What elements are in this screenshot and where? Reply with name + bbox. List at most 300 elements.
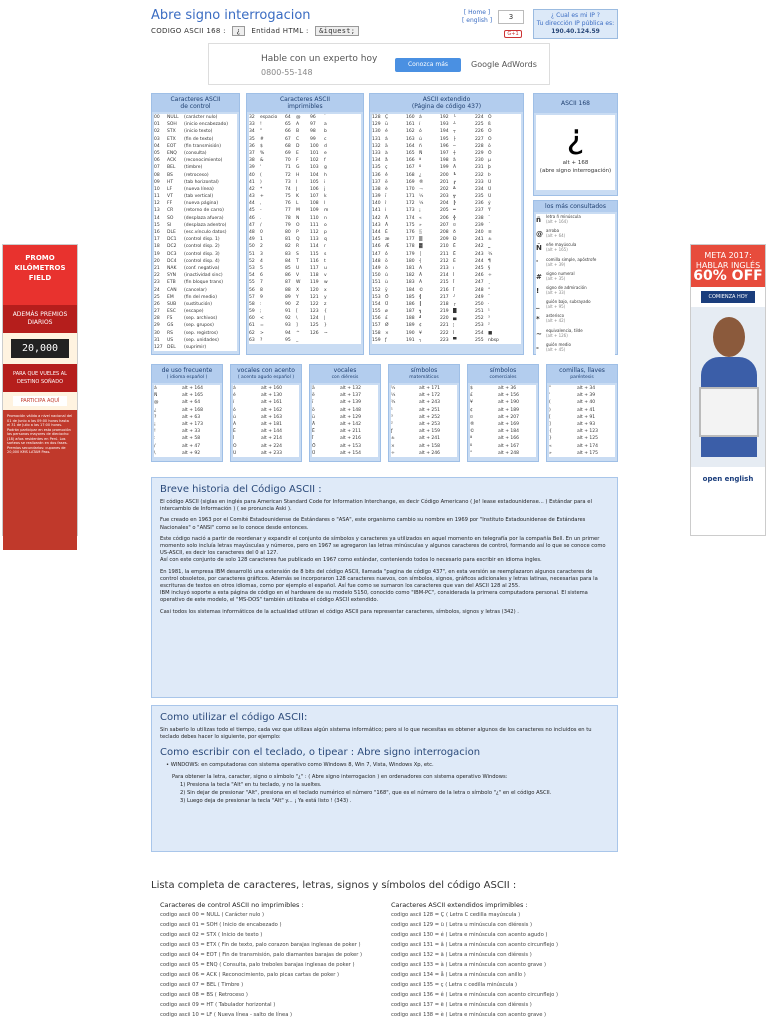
extended-row-cell: Ò: [488, 136, 492, 142]
extended-row-cell: ¢: [419, 323, 422, 329]
printable-row-cell: -: [260, 208, 262, 214]
printable-row-cell: ": [260, 129, 263, 135]
popular-label: arroba: [546, 228, 560, 234]
printable-row-cell: 115: [310, 251, 319, 257]
list-item[interactable]: codigo ascii 05 = ENQ ( Consulta, palo treboles barajas inglesas de poker ): [160, 962, 355, 968]
left-ad[interactable]: [2, 244, 78, 536]
control-row-cell: 14: [154, 215, 160, 221]
control-row: [154, 236, 237, 243]
ad-line1: Hable con un experto hoy: [261, 54, 378, 64]
small-panel-list: [154, 385, 220, 457]
small-panel-row-cell: ÷: [391, 450, 395, 456]
printable-row-cell: 101: [310, 150, 319, 156]
printable-row: [249, 121, 361, 128]
printable-row-cell: 107: [310, 194, 319, 200]
extended-row-cell: 138: [372, 186, 381, 192]
printable-row-cell: *: [260, 186, 263, 192]
extended-row-cell: ä: [385, 143, 388, 149]
usage-section: [151, 705, 618, 852]
right-ad-button[interactable]: COMIENZA HOY: [701, 291, 755, 303]
printable-row-cell: 50: [249, 244, 255, 250]
extended-row: [372, 179, 521, 186]
extended-row: [372, 200, 521, 207]
control-row: [154, 128, 237, 135]
small-panel-row-cell: º: [470, 443, 473, 449]
control-row-cell: DC4: [167, 258, 177, 264]
popular-item[interactable]: [536, 285, 615, 299]
extended-row: [372, 287, 521, 294]
popular-label: signo numeral: [546, 270, 575, 276]
extended-row-cell: ¤: [453, 222, 456, 228]
extended-row-cell: ┘: [453, 294, 456, 300]
control-row-cell: NULL: [167, 115, 179, 120]
small-panel-row-cell: alt + 241: [419, 436, 440, 442]
printable-row-cell: $: [260, 143, 263, 149]
control-row: [154, 272, 237, 279]
list-item[interactable]: codigo ascii 136 = ê ( Letra e minúscula con acento circunflejo ): [391, 992, 559, 998]
tablet-icon: [699, 387, 759, 437]
control-row-cell: 13: [154, 208, 160, 214]
extended-row: [372, 128, 521, 135]
small-panel-row-cell: Ñ: [154, 393, 158, 399]
small-panel-row-cell: alt + 129: [340, 414, 361, 420]
extended-row-cell: █: [453, 309, 457, 315]
printable-row-cell: `: [324, 115, 327, 120]
extended-row-cell: 253: [475, 323, 484, 329]
left-ad-top: PROMO KILÓMETROS FIELD: [3, 245, 77, 305]
printable-row-cell: Y: [296, 294, 299, 300]
extended-row-cell: ─: [453, 143, 456, 149]
extended-row-cell: ≡: [488, 230, 492, 235]
printable-row: [249, 308, 361, 315]
popular-item[interactable]: [536, 299, 615, 313]
control-row-cell: FF: [167, 201, 173, 207]
printable-row-cell: 125: [310, 323, 319, 329]
popular-glyph: ñ: [536, 216, 541, 224]
extended-row-cell: 216: [440, 287, 449, 293]
printable-chars-table: [249, 114, 361, 344]
list-item[interactable]: codigo ascii 01 = SOH ( Inicio de encabezado ): [160, 922, 282, 928]
printable-row-cell: 62: [249, 330, 255, 336]
small-panel-row-cell: !: [154, 429, 156, 435]
printable-row-cell: c: [324, 136, 327, 142]
extended-row-cell: 223: [440, 337, 449, 343]
extended-row: [372, 301, 521, 308]
ip-box[interactable]: [533, 9, 618, 39]
extended-row-cell: 251: [475, 309, 484, 315]
extended-row-cell: 215: [440, 280, 449, 286]
small-panel-row-cell: :: [154, 436, 156, 442]
printable-row-cell: #: [260, 136, 264, 142]
control-row-cell: (retroceso): [184, 172, 209, 178]
control-row-cell: 20: [154, 258, 160, 264]
extended-row-cell: ã: [453, 158, 456, 164]
extended-row-cell: ©: [419, 287, 424, 293]
list-item[interactable]: codigo ascii 133 = à ( Letra a minúscula con acento grave ): [391, 962, 547, 968]
control-row-cell: (nueva línea): [184, 186, 214, 192]
extended-row: [372, 222, 521, 229]
control-row: [154, 157, 237, 164]
small-panel-row-cell: alt + 139: [340, 400, 361, 406]
control-row-cell: ETB: [167, 280, 176, 286]
extended-row-cell: ®: [419, 179, 424, 185]
extended-row-cell: ╩: [453, 186, 456, 192]
extended-row-cell: 164: [406, 143, 415, 149]
list-item[interactable]: codigo ascii 07 = BEL ( Timbre ): [160, 982, 244, 988]
control-row-cell: 27: [154, 309, 160, 315]
small-panel-row-cell: ©: [470, 429, 475, 435]
list-item[interactable]: codigo ascii 135 = ç ( Letra c cedilla minúscula ): [391, 982, 518, 988]
small-panel-row-cell: í: [233, 400, 235, 406]
extended-row-cell: 234: [475, 186, 484, 192]
control-row-cell: (reconocimiento): [184, 158, 223, 164]
printable-row-cell: 77: [285, 208, 291, 214]
printable-row-cell: 74: [285, 186, 291, 192]
extended-panel-title: [370, 94, 523, 112]
popular-item[interactable]: [536, 342, 615, 356]
printable-row: [249, 200, 361, 207]
printable-row-cell: 49: [249, 237, 255, 243]
right-ad-line1: META 2017:: [704, 251, 752, 260]
right-ad-logo: open english: [702, 475, 754, 483]
list-item[interactable]: codigo ascii 03 = ETX ( Fin de texto, palo corazon barajas inglesas de poker ): [160, 942, 361, 948]
printable-row-cell: 5: [260, 265, 263, 271]
printable-row-cell: W: [296, 280, 301, 286]
popular-item[interactable]: [536, 214, 615, 228]
extended-row-cell: 226: [475, 129, 484, 135]
popular-item[interactable]: [536, 228, 615, 242]
extended-row-cell: 217: [440, 294, 449, 300]
extended-row: [372, 251, 521, 258]
control-row: [154, 294, 237, 301]
popular-text: [546, 313, 565, 327]
printable-row: [249, 265, 361, 272]
list-item[interactable]: codigo ascii 00 = NULL ( Carácter nulo ): [160, 912, 265, 918]
small-panel-row-cell: alt + 142: [340, 421, 361, 427]
printable-row-cell: 100: [310, 143, 319, 149]
ip-value: 190.40.124.59: [551, 28, 600, 35]
small-panel-row: [391, 407, 457, 414]
small-panel-title-2: comerciales: [489, 375, 517, 380]
right-ad[interactable]: [690, 244, 766, 536]
list-item[interactable]: codigo ascii 132 = ä ( Letra a minúscula con diéresis ): [391, 952, 532, 958]
extended-row: [372, 308, 521, 315]
small-panel-title-2: matemáticos: [409, 375, 439, 380]
control-row-cell: (control disp. 1): [184, 237, 220, 243]
extended-row-cell: µ: [488, 158, 491, 164]
printable-row-cell: R: [296, 244, 300, 250]
small-panel: [151, 364, 223, 462]
printable-row-cell: a: [324, 122, 327, 128]
list-item[interactable]: codigo ascii 130 = é ( Letra e minúscula con acento agudo ): [391, 932, 548, 938]
control-row-cell: 24: [154, 287, 160, 293]
small-panel-row-cell: ü: [312, 414, 315, 420]
control-row-cell: VT: [167, 194, 173, 200]
list-item[interactable]: codigo ascii 138 = è ( Letra e minúscula con acento grave ): [391, 1012, 547, 1018]
extended-row-cell: ½: [419, 194, 424, 200]
small-panel-row: [154, 407, 220, 414]
printable-row-cell: 89: [285, 294, 291, 300]
control-row: [154, 193, 237, 200]
small-panel-row-cell: alt + 175: [577, 450, 598, 456]
small-panel-row: [470, 450, 536, 457]
popular-text: [546, 228, 565, 242]
small-panel-row: [233, 407, 299, 414]
printable-row: [249, 229, 361, 236]
control-row-cell: 06: [154, 158, 160, 164]
extended-row-cell: ·: [488, 301, 490, 307]
extended-row-cell: Ú: [488, 179, 492, 185]
printable-row-cell: v: [324, 273, 327, 279]
printable-row: [249, 193, 361, 200]
popular-label: letra ñ minúscula: [546, 214, 581, 219]
small-panel-title-2: paréntesis: [570, 375, 594, 380]
small-panel-row-cell: (: [549, 400, 551, 406]
small-panel-row: [154, 392, 220, 399]
control-row-cell: EOT: [167, 143, 177, 149]
popular-code: (alt + 164): [546, 219, 568, 224]
small-panel-row: [154, 450, 220, 457]
control-row-cell: 10: [154, 186, 160, 192]
extended-row-cell: 172: [406, 201, 415, 207]
printable-row-cell: ?: [260, 337, 263, 343]
small-panel-title-2: ( idioma español ): [166, 375, 208, 380]
printable-row-cell: 126: [310, 330, 319, 336]
small-panel-row-cell: alt + 207: [498, 414, 519, 420]
printable-row-cell: T: [296, 258, 299, 264]
small-panel-row-cell: ó: [233, 407, 236, 413]
extended-row-cell: Ë: [453, 251, 456, 257]
small-panel-row: [312, 399, 378, 406]
top-ad-banner[interactable]: [208, 43, 550, 85]
printable-row-cell: ,: [260, 201, 262, 207]
control-row-cell: 01: [154, 122, 160, 128]
list-item[interactable]: codigo ascii 04 = EOT ( Fin de transmisión, palo diamantes barajas de poker ): [160, 952, 363, 958]
left-ad-button[interactable]: PARTICIPA AQUÍ: [13, 396, 67, 406]
extended-row-cell: 222: [440, 330, 449, 336]
small-panel-row-cell: ¾: [391, 400, 396, 406]
list-item[interactable]: codigo ascii 128 = Ç ( Letra C cedilla mayúscula ): [391, 912, 521, 918]
small-panel-row-cell: é: [233, 393, 236, 399]
popular-glyph: #: [536, 272, 542, 281]
printable-row-cell: 105: [310, 179, 319, 185]
extended-row-cell: ¦: [453, 323, 455, 329]
extended-row-cell: Ñ: [419, 150, 423, 156]
small-panel-row-cell: alt + 58: [182, 436, 201, 442]
extended-row: [372, 136, 521, 143]
popular-item[interactable]: [536, 242, 615, 256]
small-panel-row: [154, 435, 220, 442]
extended-row-cell: 228: [475, 143, 484, 149]
extended-row-cell: 244: [475, 258, 484, 264]
extended-row-cell: 178: [406, 244, 415, 250]
printable-row-cell: ;: [260, 309, 262, 315]
control-row-cell: (desplaza afuera): [184, 215, 224, 221]
control-row-cell: (timbre): [184, 165, 203, 171]
control-row: [154, 337, 237, 344]
popular-title: los más consultados: [534, 201, 617, 212]
control-row-cell: 25: [154, 294, 160, 300]
extended-row-cell: 208: [440, 230, 449, 235]
extended-row-cell: 186: [406, 301, 415, 307]
extended-row: [372, 236, 521, 243]
extended-row-cell: 149: [372, 265, 381, 271]
small-panel-row-cell: alt + 248: [498, 450, 519, 456]
small-panel-row: [233, 450, 299, 457]
list-item[interactable]: codigo ascii 06 = ACK ( Reconocimiento, palo picas cartas de poker ): [160, 972, 340, 978]
ip-title[interactable]: ¿ Cual es mi IP ?: [551, 12, 600, 19]
history-paragraph: Así con este conjunto de solo 128 caracteres fue publicado en 1967 como estándar, conteniendo todos lo necesario para escribir en idioma ingles.: [160, 557, 542, 564]
printable-row-cell: b: [324, 129, 327, 135]
printable-row-cell: 109: [310, 208, 319, 214]
printable-row-cell: [310, 337, 324, 344]
popular-item[interactable]: [536, 313, 615, 327]
extended-row-cell: 161: [406, 122, 415, 128]
extended-row-cell: Ý: [488, 208, 491, 214]
extended-row-cell: þ: [488, 165, 491, 171]
extended-row-cell: ±: [488, 237, 492, 243]
control-row: [154, 200, 237, 207]
control-row-cell: GS: [167, 323, 174, 329]
small-panel-row: [312, 450, 378, 457]
control-row: [154, 143, 237, 150]
printable-row: [249, 315, 361, 322]
printable-row-cell: 60: [249, 316, 255, 322]
extended-row-cell: 205: [440, 208, 449, 214]
small-panel-row-cell: Ó: [233, 443, 237, 449]
printable-row-cell: !: [260, 122, 262, 128]
small-panel-title-1: vocales con acento: [237, 367, 295, 374]
extended-row-cell: 255: [475, 337, 484, 343]
codigo-value: ¿: [232, 26, 245, 36]
extended-row-cell: 197: [440, 150, 449, 156]
control-row-cell: HT: [167, 179, 174, 185]
gplus-button[interactable]: G+1: [504, 30, 522, 38]
small-panel-row-cell: /: [154, 443, 156, 449]
extended-row-cell: └: [453, 115, 456, 120]
extended-row-cell: 170: [406, 186, 415, 192]
small-panel-title-2: ( acento agudo español ): [237, 375, 295, 380]
popular-text: [546, 242, 576, 256]
extended-row-cell: ì: [385, 208, 387, 214]
extended-row-cell: 179: [406, 251, 415, 257]
printable-row-cell: K: [296, 194, 299, 200]
control-row-cell: 31: [154, 337, 160, 343]
left-ad-cta: PARA QUE VUELES AL DESTINO SOÑADO: [3, 364, 77, 392]
list-right-items: [391, 910, 619, 1020]
list-item[interactable]: codigo ascii 129 = ü ( Letra u minúscula con diéresis ): [391, 922, 533, 928]
popular-list: [536, 214, 615, 356]
list-item[interactable]: codigo ascii 134 = å ( Letra a minúscula con anillo ): [391, 972, 526, 978]
small-panel-row-cell: Í: [233, 436, 235, 442]
extended-row-cell: É: [385, 230, 388, 235]
extended-row-cell: Þ: [488, 172, 491, 178]
printable-row-cell: <: [260, 316, 264, 322]
popular-text: [546, 342, 571, 356]
control-row-cell: DEL: [167, 345, 176, 350]
extended-row-cell: │: [419, 251, 422, 257]
extended-row-cell: 202: [440, 186, 449, 192]
control-row-cell: 11: [154, 194, 160, 200]
extended-row-cell: ▄: [453, 316, 457, 322]
small-panel-row-cell: alt + 153: [340, 443, 361, 449]
printable-row-cell: L: [296, 201, 299, 207]
extended-row-cell: Í: [453, 273, 455, 279]
printable-row: [249, 243, 361, 250]
control-row-cell: SI: [167, 222, 172, 228]
printable-row-cell: 90: [285, 301, 291, 307]
popular-item[interactable]: [536, 257, 615, 271]
extended-row-cell: à: [385, 150, 388, 156]
list-item[interactable]: codigo ascii 131 = â ( Letra a minúscula con acento circunflejo ): [391, 942, 558, 948]
ad-button[interactable]: Conozca más: [395, 58, 461, 72]
extended-row-cell: 148: [372, 258, 381, 264]
control-row: [154, 258, 237, 265]
small-panel-row-cell: ®: [470, 421, 475, 427]
small-panel-list: [233, 385, 299, 457]
extended-row-cell: ß: [488, 122, 491, 128]
page-title: Abre signo interrogacion: [151, 8, 311, 23]
small-panel-row: [470, 421, 536, 428]
extended-row-cell: À: [419, 280, 423, 286]
small-panel-row-cell: alt + 144: [261, 429, 282, 435]
printable-row-cell: 32: [249, 115, 255, 120]
printable-row-cell: Q: [296, 237, 300, 243]
list-item[interactable]: codigo ascii 137 = ë ( Letra e minúscula con diéresis ): [391, 1002, 532, 1008]
extended-row-cell: 211: [440, 251, 449, 257]
extended-row-cell: 175: [406, 222, 415, 228]
extended-row-cell: ‗: [488, 244, 491, 250]
extended-row: [372, 265, 521, 272]
list-item[interactable]: codigo ascii 08 = BS ( Retroceso ): [160, 992, 248, 998]
code-line: [151, 26, 363, 36]
control-row-cell: ESC: [167, 309, 176, 315]
small-panel-row-cell: alt + 47: [182, 443, 201, 449]
small-panel-row: [549, 428, 615, 435]
small-panel-row: [391, 421, 457, 428]
printable-row-cell: 3: [260, 251, 263, 257]
small-panel-row-cell: alt + 158: [419, 443, 440, 449]
extended-row-cell: 221: [440, 323, 449, 329]
home-link[interactable]: Home: [468, 9, 486, 16]
control-row-cell: (carácter nulo): [184, 115, 218, 120]
control-row: [154, 243, 237, 250]
list-title: Lista completa de caracteres, letras, signos y símbolos del código ASCII :: [151, 880, 517, 891]
control-row-cell: ACK: [167, 158, 177, 164]
printable-row-cell: H: [296, 172, 300, 178]
list-item[interactable]: codigo ascii 09 = HT ( Tabulador horizontal ): [160, 1002, 276, 1008]
small-panel-row-cell: alt + 168: [182, 407, 203, 413]
list-item[interactable]: codigo ascii 10 = LF ( Nueva línea - salto de línea ): [160, 1012, 293, 1018]
english-link[interactable]: english: [466, 17, 488, 24]
extended-row-cell: 209: [440, 237, 449, 243]
extended-row-cell: Õ: [488, 150, 492, 156]
printable-row-cell: 44: [249, 201, 255, 207]
small-panel-row-cell: alt + 163: [261, 414, 282, 420]
popular-item[interactable]: [536, 271, 615, 285]
list-item[interactable]: codigo ascii 02 = STX ( Inicio de texto ): [160, 932, 263, 938]
extended-row-cell: ┬: [453, 129, 456, 135]
popular-item[interactable]: [536, 328, 615, 342]
popular-code: (alt + 126): [546, 332, 568, 338]
printable-row-cell: U: [296, 265, 300, 271]
highlight-line1: alt + 168: [562, 160, 589, 166]
extended-row-cell: ò: [385, 265, 388, 271]
left-ad-sub: ADEMÁS PREMIOS DIARIOS: [3, 305, 77, 333]
extended-row-cell: 174: [406, 215, 415, 221]
control-row-cell: 04: [154, 143, 160, 149]
printable-row-cell: 122: [310, 301, 319, 307]
